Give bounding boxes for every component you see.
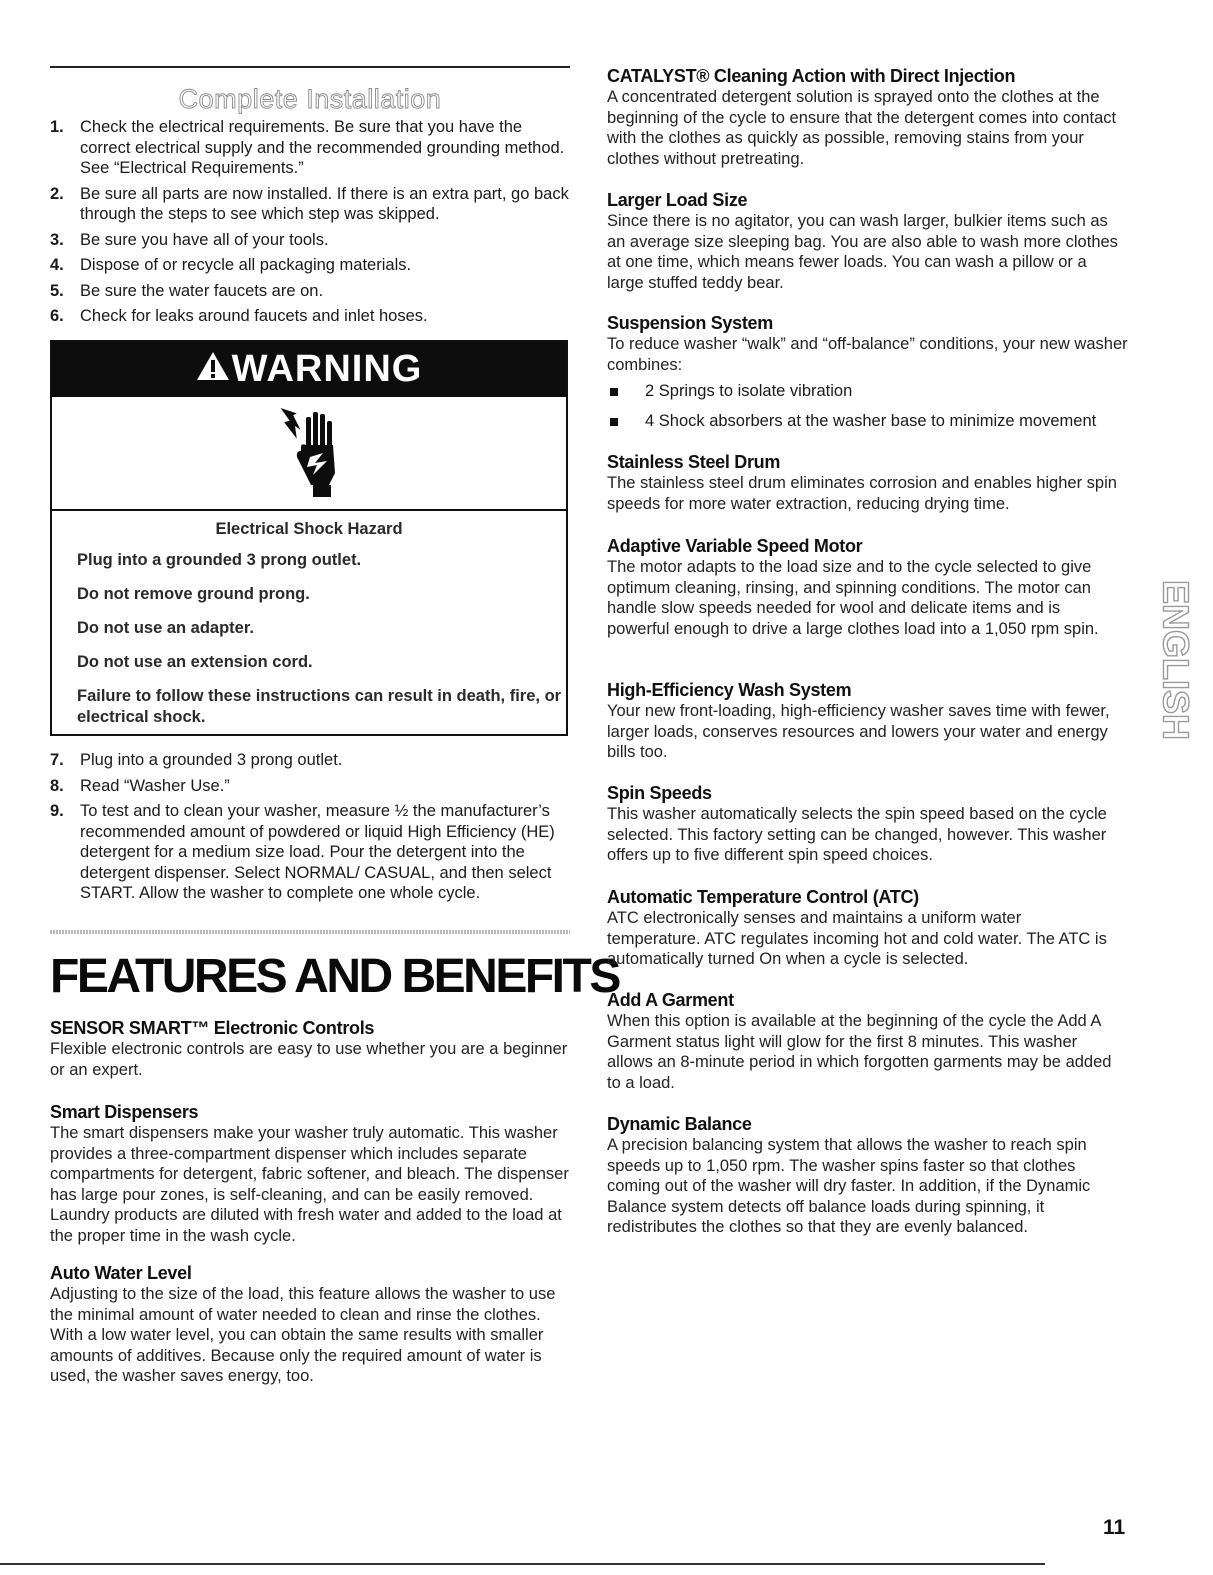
feature-high-efficiency — [607, 679, 1117, 763]
feature-heading: Stainless Steel Drum — [607, 452, 781, 472]
hazard-title: Electrical Shock Hazard — [215, 520, 403, 538]
warning-line: Do not use an adapter. — [77, 619, 254, 637]
step-number: 2. — [50, 184, 64, 203]
feature-adaptive-motor — [607, 535, 1122, 639]
feature-text: Flexible electronic controls are easy to use whether you are a beginner or an expert. — [50, 1040, 568, 1079]
top-rule — [50, 66, 570, 68]
list-item — [50, 117, 570, 179]
step-number: 4. — [50, 256, 64, 274]
list-item — [50, 750, 570, 771]
page-number: 11 — [1103, 1516, 1126, 1539]
feature-heading: SENSOR SMART™ Electronic Controls — [50, 1018, 375, 1038]
step-text: Check the electrical requirements. Be sure that you have the correct electrical supply and the recommended grounding method. See “Electrical Requirements.” — [80, 118, 565, 177]
feature-heading: Smart Dispensers — [50, 1102, 199, 1122]
feature-heading: Automatic Temperature Control (ATC) — [607, 887, 919, 907]
step-number: 3. — [50, 230, 64, 249]
installation-steps-list-continued — [50, 750, 570, 909]
feature-heading: Add A Garment — [607, 990, 734, 1010]
feature-heading: High-Efficiency Wash System — [607, 680, 852, 700]
feature-larger-load-size — [607, 189, 1127, 293]
list-item — [50, 230, 570, 251]
feature-text: The stainless steel drum eliminates corrosion and enables higher spin speeds for more water extraction, reducing drying time. — [607, 474, 1117, 513]
feature-text: ATC electronically senses and maintains a uniform water temperature. ATC regulates incoming hot and cold water. The ATC is automatically turned On when a cycle is selected. — [607, 909, 1107, 968]
step-number: 8. — [50, 776, 64, 795]
feature-text: A precision balancing system that allows the washer to reach spin speeds up to 1,050 rpm. The washer spins faster so that clothes coming out of the washer will dry faster. In addition, if the Dynamic Balance system detects off balance loads during spinning, it redistributes the clothes so that they are evenly balanced. — [607, 1136, 1091, 1236]
feature-suspension-system — [607, 312, 1137, 440]
feature-text: The smart dispensers make your washer truly automatic. This washer provides a three-compartment dispenser which includes separate compartments for detergent, fabric softener, and bleach. The dispenser has large pour zones, is self-cleaning, and can be easily removed. Laundry products are diluted with fresh water and added to the load at the proper time in the wash cycle. — [50, 1124, 569, 1245]
side-tab-english — [1155, 565, 1197, 755]
list-item — [50, 776, 570, 797]
warning-line: Do not remove ground prong. — [77, 585, 310, 603]
bullet-list — [607, 381, 1137, 431]
feature-auto-water-level — [50, 1262, 574, 1387]
list-item: 2 Springs to isolate vibration — [607, 381, 1137, 402]
list-item: 4 Shock absorbers at the washer base to minimize movement — [607, 411, 1137, 432]
step-text: Be sure the water faucets are on. — [80, 281, 324, 300]
list-item — [50, 801, 570, 904]
feature-heading: CATALYST® Cleaning Action with Direct Injection — [607, 66, 1016, 86]
step-text: Plug into a grounded 3 prong outlet. — [80, 751, 343, 769]
feature-heading: Auto Water Level — [50, 1263, 192, 1283]
step-number: 7. — [50, 751, 64, 769]
feature-stainless-steel-drum — [607, 451, 1127, 514]
feature-heading: Larger Load Size — [607, 190, 748, 210]
step-text: Read “Washer Use.” — [80, 776, 230, 795]
section-title-complete-installation: Complete Installation — [178, 84, 442, 114]
electrical-shock-hand-icon — [279, 407, 349, 499]
step-text: Be sure all parts are now installed. If there is an extra part, go back through the steps to see which step was skipped. — [80, 184, 569, 223]
step-number: 5. — [50, 281, 64, 300]
feature-heading: Adaptive Variable Speed Motor — [607, 536, 863, 556]
warning-box — [50, 340, 568, 736]
feature-text: When this option is available at the beginning of the cycle the Add A Garment status light will glow for the first 8 minutes. This washer allows an 8-minute period in which forgotten garments may be added to a load. — [607, 1012, 1112, 1092]
feature-text: The motor adapts to the load size and to the cycle selected to give optimum cleaning, rinsing, and spinning conditions. The motor can handle slow speeds needed for wool and delicate items and is powerful enough to drive a large clothes load into a 1,050 rpm spin. — [607, 558, 1099, 638]
step-text: Dispose of or recycle all packaging materials. — [80, 256, 412, 274]
list-item — [50, 255, 570, 276]
step-number: 1. — [50, 118, 64, 136]
feature-catalyst — [607, 65, 1127, 169]
dotted-divider — [50, 930, 570, 934]
feature-text: This washer automatically selects the spin speed based on the cycle selected. This factory setting can be changed, however. This washer offers up to five different spin speed choices. — [607, 805, 1107, 864]
feature-add-a-garment — [607, 989, 1122, 1093]
warning-pictogram-area — [52, 397, 566, 511]
feature-sensor-smart — [50, 1017, 572, 1080]
step-text: Be sure you have all of your tools. — [80, 230, 329, 249]
feature-text: Your new front-loading, high-efficiency washer saves time with fewer, larger loads, conserves resources and lowers your water and energy bills too. — [607, 702, 1110, 761]
side-tab-label: ENGLISH — [1155, 579, 1197, 741]
feature-atc — [607, 886, 1117, 970]
feature-dynamic-balance — [607, 1113, 1127, 1238]
list-item — [50, 306, 570, 327]
features-title: FEATURES AND BENEFITS — [50, 950, 619, 1003]
warning-text — [52, 511, 566, 728]
warning-line: Plug into a grounded 3 prong outlet. — [77, 551, 362, 569]
feature-text: Adjusting to the size of the load, this feature allows the washer to use the minimal amount of water needed to clean and rinse the clothes. With a low water level, you can obtain the same results with smaller amounts of additives. Because only the required amount of water is used, the washer saves energy, too. — [50, 1285, 556, 1385]
warning-triangle-icon — [196, 348, 230, 391]
feature-heading: Spin Speeds — [607, 783, 712, 803]
warning-failure: Failure to follow these instructions can result in death, fire, or electrical shock. — [77, 687, 562, 726]
installation-steps-list — [50, 117, 570, 332]
list-item — [50, 281, 570, 302]
step-text: To test and to clean your washer, measure ½ the manufacturer’s recommended amount of powdered or liquid High Efficiency (HE) detergent for a medium size load. Pour the detergent into the detergent dispenser. Select NORMAL/ CASUAL, and then select START. Allow the washer to complete one whole cycle. — [80, 802, 555, 902]
step-number: 6. — [50, 307, 64, 325]
warning-label: WARNING — [231, 348, 423, 390]
feature-heading: Dynamic Balance — [607, 1114, 752, 1134]
bottom-rule — [0, 1563, 1045, 1565]
feature-text: A concentrated detergent solution is sprayed onto the clothes at the beginning of the cycle to ensure that the detergent comes into contact with the clothes as quickly as possible, removing stains from your clothes without pretreating. — [607, 88, 1117, 168]
warning-line: Do not use an extension cord. — [77, 653, 313, 671]
feature-text: Since there is no agitator, you can wash larger, bulkier items such as an average size sleeping bag. You are also able to wash more clothes at one time, which means fewer loads. You can wash a pillow or a large stuffed teddy bear. — [607, 212, 1118, 292]
list-item — [50, 184, 570, 225]
feature-spin-speeds — [607, 782, 1117, 866]
feature-text: To reduce washer “walk” and “off-balance” conditions, your new washer combines: — [607, 335, 1128, 374]
feature-smart-dispensers — [50, 1101, 574, 1246]
warning-header — [52, 342, 566, 397]
step-text: Check for leaks around faucets and inlet hoses. — [80, 307, 428, 325]
feature-heading: Suspension System — [607, 313, 773, 333]
step-number: 9. — [50, 802, 64, 820]
